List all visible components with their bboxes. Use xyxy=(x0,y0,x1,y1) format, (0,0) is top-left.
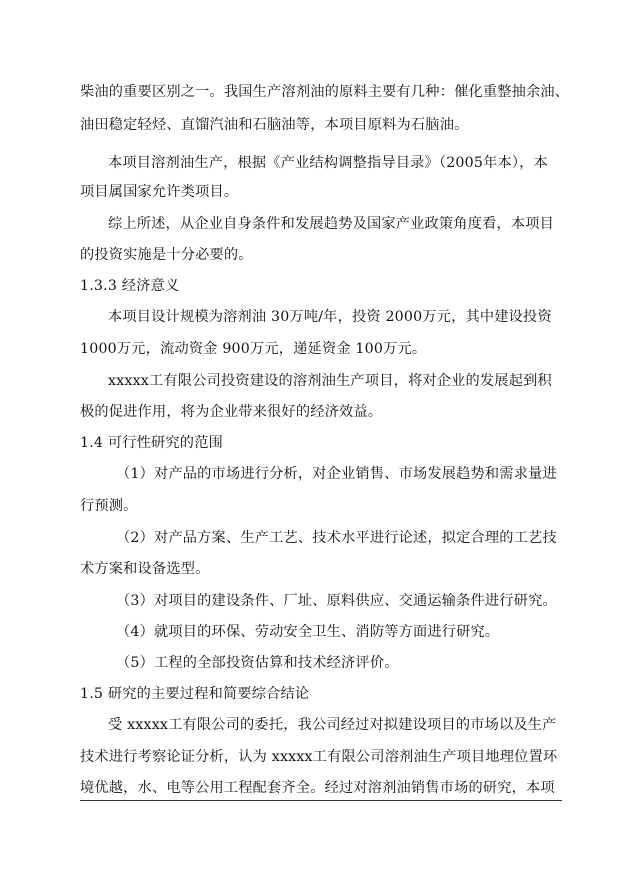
paragraph-line: 本项目设计规模为溶剂油 30万吨/年，投资 2000万元，其中建设投资 xyxy=(108,309,552,325)
paragraph-line: 综上所述，从企业自身条件和发展趋势及国家产业政策角度看，本项目 xyxy=(108,216,555,232)
list-item-line: （1）对产品的市场进行分析，对企业销售、市场发展趋势和需求量进 xyxy=(116,466,557,482)
paragraph-line: 的投资实施是十分必要的。 xyxy=(80,247,253,263)
paragraph-line: 1000万元，流动资金 900万元，递延资金 100万元。 xyxy=(80,341,427,357)
list-item-line: （2）对产品方案、生产工艺、技术水平进行论述，拟定合理的工艺技 xyxy=(116,530,557,546)
paragraph-line: 受 xxxxx工有限公司的委托，我公司经过对拟建设项目的市场以及生产 xyxy=(108,717,557,733)
section-heading: 1.3.3 经济意义 xyxy=(80,278,180,294)
paragraph-line: 技术进行考察论证分析，认为 xxxxx工有限公司溶剂油生产项目地理位置环 xyxy=(80,749,558,765)
paragraph-line: 本项目溶剂油生产，根据《产业结构调整指导目录》（2005年本），本 xyxy=(108,155,548,171)
list-item-line: （4）就项目的环保、劳动安全卫生、消防等方面进行研究。 xyxy=(116,624,500,640)
list-item-line: 术方案和设备选型。 xyxy=(80,561,210,577)
section-heading: 1.5 研究的主要过程和简要综合结论 xyxy=(80,686,310,702)
paragraph-line: 柴油的重要区别之一。我国生产溶剂油的原料主要有几种：催化重整抽余油、 xyxy=(80,84,570,100)
list-item-line: 行预测。 xyxy=(80,498,138,514)
paragraph-line: 项目属国家允许类项目。 xyxy=(80,184,239,200)
list-item-line: （3）对项目的建设条件、厂址、原料供应、交通运输条件进行研究。 xyxy=(116,593,557,609)
paragraph-line: 境优越，水、电等公用工程配套齐全。经过对溶剂油销售市场的研究，本项 xyxy=(80,780,555,796)
paragraph-line: xxxxx工有限公司投资建设的溶剂油生产项目，将对企业的发展起到积 xyxy=(108,373,552,389)
section-heading: 1.4 可行性研究的范围 xyxy=(80,435,223,451)
paragraph-line: 油田稳定轻烃、直馏汽油和石脑油等，本项目原料为石脑油。 xyxy=(80,117,469,133)
list-item-line: （5）工程的全部投资估算和技术经济评价。 xyxy=(116,655,399,671)
footer-rule xyxy=(80,800,562,801)
paragraph-line: 极的促进作用，将为企业带来很好的经济效益。 xyxy=(80,404,383,420)
